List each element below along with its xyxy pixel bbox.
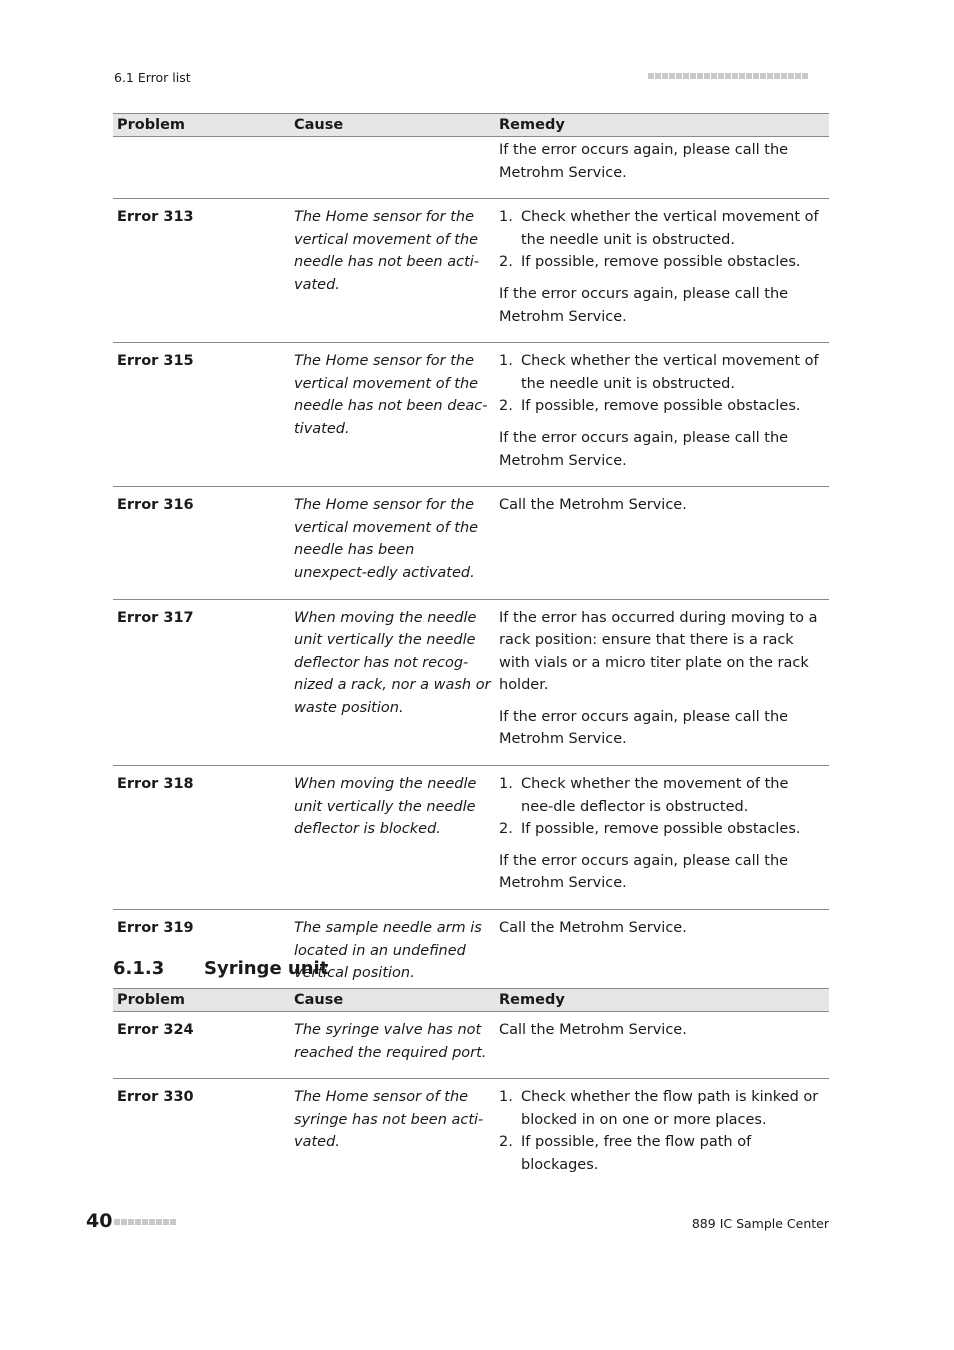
remedy-cell (495, 487, 829, 599)
section-heading (113, 958, 328, 979)
column-header-remedy: Remedy (495, 114, 829, 137)
section-title: Syringe unit (204, 958, 329, 979)
column-header-cause: Cause (290, 114, 495, 137)
decorative-square (704, 73, 710, 79)
decorative-square (711, 73, 717, 79)
decorative-square (128, 1219, 134, 1225)
table-row (113, 343, 829, 487)
remedy-cell (495, 343, 829, 487)
problem-cell: Error 319 (113, 910, 290, 1000)
decorative-square (739, 73, 745, 79)
decorative-square (655, 73, 661, 79)
remedy-cell (495, 910, 829, 1000)
table-row (113, 766, 829, 910)
remedy-note: Call the Metrohm Service. (499, 920, 687, 937)
step-text: If possible, remove possible obstacles. (521, 821, 801, 838)
step-text: If possible, free the flow path of blockages. (521, 1134, 752, 1173)
step-number: 1. (499, 1089, 513, 1106)
step-number: 2. (499, 398, 513, 415)
remedy-step (499, 395, 825, 418)
step-number: 2. (499, 1134, 513, 1151)
decorative-square (774, 73, 780, 79)
decorative-square (683, 73, 689, 79)
remedy-steps (499, 206, 825, 274)
decorative-square (156, 1219, 162, 1225)
remedy-cell (495, 1012, 829, 1079)
decorative-square (170, 1219, 176, 1225)
remedy-cell (495, 766, 829, 910)
decorative-square (662, 73, 668, 79)
header-decorative-squares (648, 73, 808, 79)
table-row (113, 910, 829, 1000)
decorative-square (142, 1219, 148, 1225)
decorative-square (746, 73, 752, 79)
remedy-note: Call the Metrohm Service. (499, 497, 687, 514)
cause-cell: The Home sensor for the vertical movement of the needle has not been deac-tivated. (290, 343, 495, 487)
page-number: 40 (86, 1210, 113, 1232)
remedy-cell (495, 599, 829, 766)
remedy-step (499, 818, 825, 841)
section-number: 6.1.3 (113, 958, 165, 979)
cause-cell: When moving the needle unit vertically the needle deflector has not recog-nized a rack, nor a wash or waste position. (290, 599, 495, 766)
decorative-square (753, 73, 759, 79)
cause-cell: When moving the needle unit vertically the needle deflector is blocked. (290, 766, 495, 910)
decorative-square (121, 1219, 127, 1225)
step-number: 2. (499, 254, 513, 271)
footer-decorative-squares (114, 1219, 176, 1225)
table-row (113, 1012, 829, 1079)
remedy-step (499, 206, 825, 251)
step-text: If possible, remove possible obstacles. (521, 398, 801, 415)
problem-cell: Error 315 (113, 343, 290, 487)
footer-product-name: 889 IC Sample Center (691, 1216, 829, 1231)
remedy-note: If the error occurs again, please call the Metrohm Service. (499, 285, 789, 325)
remedy-step (499, 350, 825, 395)
decorative-square (114, 1219, 120, 1225)
decorative-square (732, 73, 738, 79)
decorative-square (781, 73, 787, 79)
step-text: Check whether the flow path is kinked or blocked in on one or more places. (521, 1089, 819, 1128)
error-table-syringe-unit (113, 988, 829, 1191)
decorative-square (725, 73, 731, 79)
column-header-cause: Cause (290, 989, 495, 1012)
problem-cell: Error 316 (113, 487, 290, 599)
remedy-step (499, 1131, 825, 1176)
decorative-square (795, 73, 801, 79)
cause-cell: The Home sensor for the vertical movement of the needle has not been acti-vated. (290, 199, 495, 343)
decorative-square (697, 73, 703, 79)
table-row (113, 487, 829, 599)
remedy-cell (495, 199, 829, 343)
problem-cell: Error 324 (113, 1012, 290, 1079)
cause-cell: The syringe valve has not reached the required port. (290, 1012, 495, 1079)
cause-cell (290, 137, 495, 199)
decorative-square (149, 1219, 155, 1225)
table-row (113, 1079, 829, 1191)
column-header-remedy: Remedy (495, 989, 829, 1012)
decorative-square (767, 73, 773, 79)
decorative-square (802, 73, 808, 79)
decorative-square (163, 1219, 169, 1225)
remedy-steps (499, 1086, 825, 1176)
step-text: Check whether the vertical movement of the needle unit is obstructed. (521, 353, 819, 392)
remedy-cell (495, 1079, 829, 1191)
problem-cell: Error 318 (113, 766, 290, 910)
column-header-problem: Problem (113, 989, 290, 1012)
remedy-note: If the error has occurred during moving to a rack position: ensure that there is a rack with vials or a micro titer plate on the rack holder. (499, 609, 818, 694)
cause-cell: The sample needle arm is located in an undefined vertical position. (290, 910, 495, 1000)
decorative-square (648, 73, 654, 79)
remedy-note: If the error occurs again, please call the Metrohm Service. (499, 852, 789, 892)
cause-cell: The Home sensor of the syringe has not been acti-vated. (294, 1089, 484, 1151)
remedy-steps (499, 773, 825, 841)
header-section-label: 6.1 Error list (114, 70, 191, 85)
problem-cell: Error 330 (117, 1089, 194, 1106)
remedy-note: If the error occurs again, please call the Metrohm Service. (499, 708, 789, 748)
problem-cell: Error 313 (113, 199, 290, 343)
remedy-cell (495, 137, 829, 199)
table-header-row (113, 989, 829, 1012)
table-row (113, 199, 829, 343)
decorative-square (676, 73, 682, 79)
step-number: 1. (499, 209, 513, 226)
remedy-step (499, 251, 825, 274)
decorative-square (669, 73, 675, 79)
step-text: Check whether the vertical movement of the needle unit is obstructed. (521, 209, 819, 248)
table-header-row (113, 114, 829, 137)
error-table-vertical-movement (113, 113, 829, 1000)
column-header-problem: Problem (113, 114, 290, 137)
remedy-step (499, 1086, 825, 1131)
problem-cell (113, 137, 290, 199)
step-text: Check whether the movement of the nee-dle deflector is obstructed. (521, 776, 789, 815)
decorative-square (690, 73, 696, 79)
decorative-square (718, 73, 724, 79)
decorative-square (788, 73, 794, 79)
remedy-note: If the error occurs again, please call the Metrohm Service. (499, 142, 789, 181)
remedy-note: If the error occurs again, please call the Metrohm Service. (499, 429, 789, 469)
remedy-note: Call the Metrohm Service. (499, 1022, 687, 1038)
decorative-square (760, 73, 766, 79)
step-text: If possible, remove possible obstacles. (521, 254, 801, 271)
table-row-continuation (113, 137, 829, 199)
problem-cell: Error 317 (113, 599, 290, 766)
table-row (113, 599, 829, 766)
step-number: 1. (499, 776, 513, 793)
remedy-step (499, 773, 825, 818)
remedy-steps (499, 350, 825, 418)
cause-cell: The Home sensor for the vertical movement of the needle has been unexpect-edly activated. (290, 487, 495, 599)
decorative-square (135, 1219, 141, 1225)
step-number: 1. (499, 353, 513, 370)
step-number: 2. (499, 821, 513, 838)
